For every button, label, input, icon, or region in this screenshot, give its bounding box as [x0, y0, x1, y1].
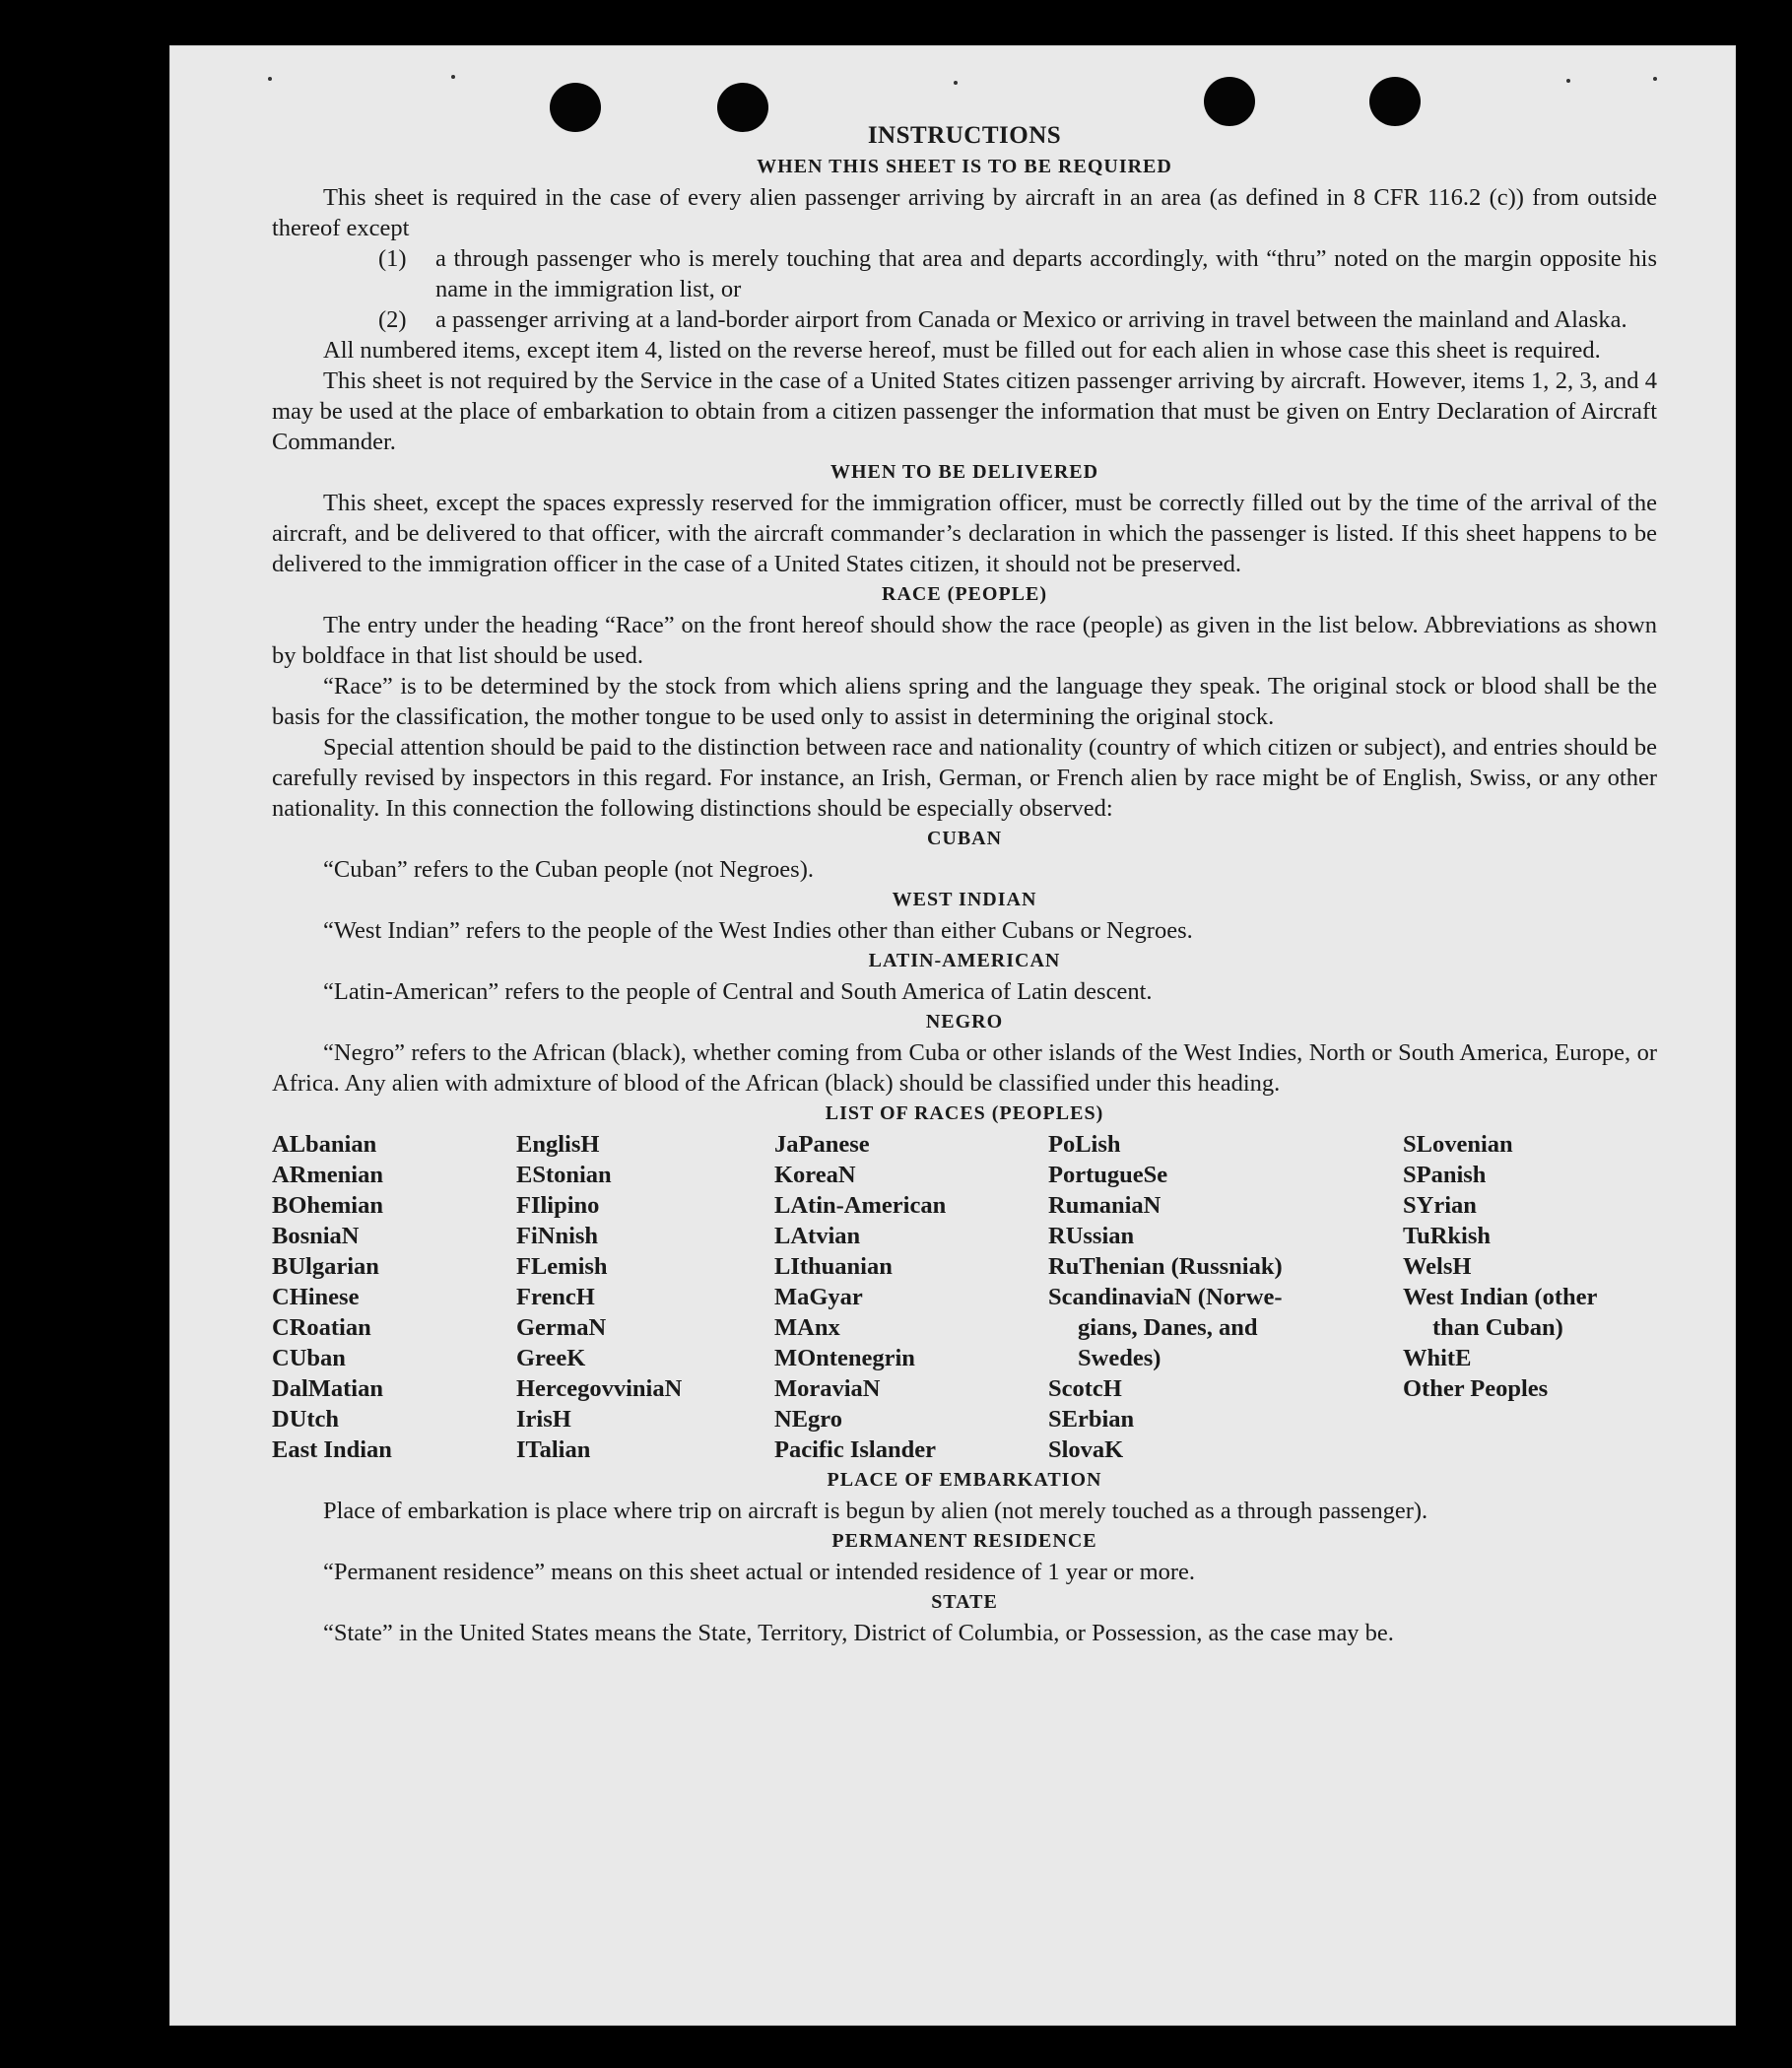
race-entry: SlovaK [1048, 1436, 1124, 1463]
section-heading-state: STATE [931, 1591, 998, 1613]
speck [954, 81, 958, 85]
paragraph: Special attention should be paid to the distinction between race and nationality (country of which citizen or subject), and entries should be carefully revised by inspectors in this regard. For instance, an Irish, German, or French alien by race might be of English, Swiss, or any other nationality. In this connection the following distinctions should be especially observed: [272, 734, 1657, 822]
race-entry: MOntenegrin [774, 1345, 915, 1371]
race-entry: CHinese [272, 1284, 360, 1310]
race-entry: WhitE [1403, 1345, 1472, 1371]
race-entry: Swedes) [1078, 1345, 1161, 1371]
race-entry: BosniaN [272, 1223, 360, 1249]
paragraph: All numbered items, except item 4, listed on the reverse hereof, must be filled out for each alien in whose case this sheet is required. [323, 337, 1601, 364]
paragraph: “Negro” refers to the African (black), whether coming from Cuba or other islands of the West Indies, North or South America, Europe, or Africa. Any alien with admixture of blood of the African (black) should be classified under this heading. [272, 1039, 1657, 1097]
race-entry: ARmenian [272, 1162, 383, 1188]
race-entry: MAnx [774, 1314, 840, 1341]
race-entry: FLemish [516, 1253, 608, 1280]
race-entry: TuRkish [1403, 1223, 1492, 1249]
race-entry: FiNnish [516, 1223, 599, 1249]
race-entry: FIlipino [516, 1192, 600, 1219]
item-number: (2) [378, 306, 407, 333]
race-entry: Other Peoples [1403, 1375, 1549, 1402]
race-entry: EnglisH [516, 1131, 600, 1158]
race-entry: SYrian [1403, 1192, 1477, 1219]
item-number: (1) [378, 245, 407, 272]
race-entry: IrisH [516, 1406, 571, 1433]
race-entry: Pacific Islander [774, 1436, 936, 1463]
section-heading-list-of-races: LIST OF RACES (PEOPLES) [825, 1102, 1104, 1124]
race-entry: BUlgarian [272, 1253, 379, 1280]
race-entry: KoreaN [774, 1162, 856, 1188]
race-entry: LAtvian [774, 1223, 861, 1249]
race-entry: HercegovviniaN [516, 1375, 683, 1402]
section-heading-negro: NEGRO [925, 1011, 1004, 1033]
document-page [169, 45, 1736, 2026]
section-heading-cuban: CUBAN [926, 828, 1003, 849]
speck [1653, 77, 1657, 81]
race-column [1048, 1129, 1403, 1465]
paragraph: This sheet, except the spaces expressly reserved for the immigration officer, must be correctly filled out by the time of the arrival of the aircraft, and be delivered to that officer, with the aircraft commander’s declaration in which the passenger is listed. If this sheet happens to be delivered to the immigration officer in the case of a United States citizen, it should not be preserved. [272, 490, 1657, 577]
race-column [272, 1129, 516, 1465]
race-entry: DUtch [272, 1406, 340, 1433]
race-entry: ALbanian [272, 1131, 377, 1158]
paragraph: “Latin-American” refers to the people of Central and South America of Latin descent. [323, 978, 1153, 1005]
paragraph: “Cuban” refers to the Cuban people (not Negroes). [323, 856, 814, 883]
section-heading-when-required: WHEN THIS SHEET IS TO BE REQUIRED [757, 156, 1172, 177]
race-entry: CRoatian [272, 1314, 371, 1341]
paragraph: “West Indian” refers to the people of the West Indies other than either Cubans or Negroes. [323, 917, 1193, 944]
paragraph: This sheet is required in the case of every alien passenger arriving by aircraft in an area (as defined in 8 CFR 116.2 (c)) from outside thereof except [272, 184, 1657, 241]
race-entry: WelsH [1403, 1253, 1472, 1280]
section-heading-permanent-residence: PERMANENT RESIDENCE [831, 1530, 1097, 1552]
section-heading-west-indian: WEST INDIAN [892, 889, 1037, 910]
race-entry: LAtin-American [774, 1192, 947, 1219]
race-entry: GermaN [516, 1314, 607, 1341]
race-entry: than Cuban) [1432, 1314, 1563, 1341]
item-text: a through passenger who is merely touching that area and departs accordingly, with “thru” noted on the margin opposite his name in the immigration list, or [435, 245, 1657, 302]
paragraph: This sheet is not required by the Service in the case of a United States citizen passenger arriving by aircraft. However, items 1, 2, 3, and 4 may be used at the place of embarkation to obtain from a citizen passenger the information that must be given on Entry Declaration of Aircraft Commander. [272, 367, 1657, 455]
race-entry: West Indian (other [1403, 1284, 1598, 1310]
race-entry: gians, Danes, and [1078, 1314, 1258, 1341]
race-entry: SErbian [1048, 1406, 1135, 1433]
race-entry: RumaniaN [1048, 1192, 1161, 1219]
race-entry: ScotcH [1048, 1375, 1122, 1402]
paragraph: “State” in the United States means the State, Territory, District of Columbia, or Possession, as the case may be. [323, 1620, 1394, 1646]
race-entry: JaPanese [774, 1131, 870, 1158]
race-entry: RuThenian (Russniak) [1048, 1253, 1283, 1280]
paragraph: “Permanent residence” means on this sheet actual or intended residence of 1 year or more. [323, 1559, 1196, 1585]
paragraph: The entry under the heading “Race” on the front hereof should show the race (people) as given in the list below. Abbreviations as shown by boldface in that list should be used. [272, 612, 1657, 669]
instructions-content [272, 122, 1657, 1648]
race-entry: MoraviaN [774, 1375, 881, 1402]
exception-item [378, 304, 1657, 335]
race-entry: East Indian [272, 1436, 392, 1463]
race-column [774, 1129, 1048, 1465]
race-entry: BOhemian [272, 1192, 383, 1219]
race-entry: EStonian [516, 1162, 612, 1188]
race-entry: PortugueSe [1048, 1162, 1168, 1188]
race-entry: CUban [272, 1345, 346, 1371]
paragraph: Place of embarkation is place where trip on aircraft is begun by alien (not merely touched as a through passenger). [323, 1498, 1428, 1524]
race-entry: ScandinaviaN (Norwe- [1048, 1284, 1283, 1310]
speck [451, 75, 455, 79]
race-entry: SLovenian [1403, 1131, 1513, 1158]
race-entry: NEgro [774, 1406, 842, 1433]
section-heading-embarkation: PLACE OF EMBARKATION [827, 1469, 1102, 1491]
paragraph: “Race” is to be determined by the stock from which aliens spring and the language they speak. The original stock or blood shall be the basis for the classification, the mother tongue to be used only to assist in determining the original stock. [272, 673, 1657, 730]
punch-hole [1204, 77, 1255, 126]
exception-item [378, 243, 1657, 304]
race-list [272, 1129, 1657, 1465]
race-column [516, 1129, 774, 1465]
race-entry: SPanish [1403, 1162, 1487, 1188]
race-entry: LIthuanian [774, 1253, 893, 1280]
page-title: INSTRUCTIONS [867, 122, 1062, 149]
race-entry: RUssian [1048, 1223, 1135, 1249]
race-entry: ITalian [516, 1436, 591, 1463]
race-entry: GreeK [516, 1345, 586, 1371]
item-text: a passenger arriving at a land-border airport from Canada or Mexico or arriving in travel between the mainland and Alaska. [435, 306, 1627, 333]
race-entry: DalMatian [272, 1375, 383, 1402]
section-heading-latin-american: LATIN-AMERICAN [868, 950, 1061, 971]
race-entry: MaGyar [774, 1284, 863, 1310]
race-entry: FrencH [516, 1284, 595, 1310]
race-column [1403, 1129, 1657, 1465]
speck [268, 77, 272, 81]
punch-hole [1369, 77, 1421, 126]
race-entry: PoLish [1048, 1131, 1121, 1158]
section-heading-race: RACE (PEOPLE) [882, 583, 1047, 605]
section-heading-when-delivered: WHEN TO BE DELIVERED [830, 461, 1099, 483]
speck [1566, 79, 1570, 83]
